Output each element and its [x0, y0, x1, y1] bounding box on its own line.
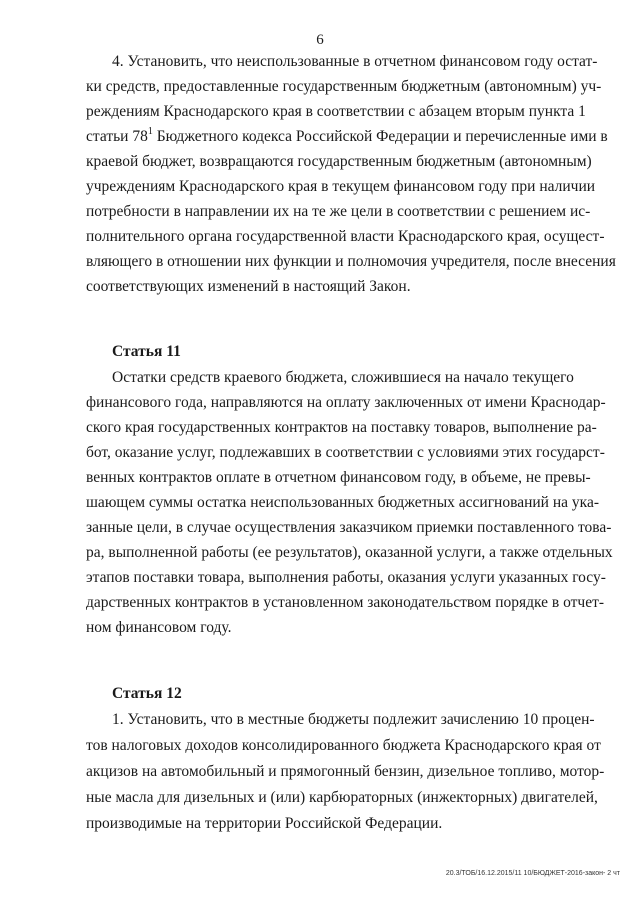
p4-line-4-start: статьи 78: [86, 128, 148, 145]
page-number: 6: [316, 32, 324, 48]
p4-line-6: учреждениям Краснодарского края в текущем финансовом году при наличии: [86, 178, 596, 195]
art12-line-4: ные масла для дизельных и (или) карбюраторных (инжекторных) двигателей,: [86, 789, 598, 806]
p4-line-8: полнительного органа государственной власти Краснодарского края, осущест-: [86, 228, 605, 245]
art11-line-3: ского края государственных контрактов на поставку товаров, выполнение ра-: [86, 419, 597, 436]
p4-line-4-rest: Бюджетного кодекса Российской Федерации и перечисленные ими в: [152, 128, 608, 145]
art11-line-10: дарственных контрактов в установленном законодательством порядке в отчет-: [86, 594, 605, 611]
art11-line-9: этапов поставки товара, выполнения работы, оказания услуги указанных госу-: [86, 569, 606, 586]
article-12-heading: Статья 12: [112, 685, 182, 702]
p4-line-9: вляющего в отношении них функции и полномочия учредителя, после внесения: [86, 253, 616, 270]
footnote-superscript: 1: [147, 125, 153, 137]
p4-line-4: [86, 125, 608, 147]
art11-line-6: шающем суммы остатка неиспользованных бюджетных ассигнований на ука-: [86, 494, 599, 511]
p4-line-1: 4. Установить, что неиспользованные в отчетном финансовом году остат-: [112, 53, 598, 70]
document-footer-code: 20.3/ТОБ/16.12.2015/11 10/БЮДЖЕТ-2016-закон- 2 чт: [445, 870, 620, 877]
p4-line-3: реждениям Краснодарского края в соответствии с абзацем вторым пункта 1: [86, 103, 586, 120]
p4-line-10: соответствующих изменений в настоящий Закон.: [86, 278, 411, 295]
art12-line-5: производимые на территории Российской Федерации.: [86, 815, 443, 832]
art11-line-7: занные цели, в случае осуществления заказчиком приемки поставленного това-: [86, 519, 612, 536]
art12-line-3: акцизов на автомобильный и прямогонный бензин, дизельное топливо, мотор-: [86, 763, 605, 780]
art11-line-2: финансового года, направляются на оплату заключенных от имени Краснодар-: [86, 394, 606, 411]
art11-line-8: ра, выполненной работы (ее результатов), оказанной услуги, а также отдельных: [86, 544, 613, 561]
art11-line-11: ном финансовом году.: [86, 619, 232, 636]
p4-line-2: ки средств, предоставленные государственным бюджетным (автономным) уч-: [86, 78, 602, 95]
art11-line-1: Остатки средств краевого бюджета, сложившиеся на начало текущего: [112, 369, 574, 386]
art12-line-1: 1. Установить, что в местные бюджеты подлежит зачислению 10 процен-: [112, 711, 595, 728]
art12-line-2: тов налоговых доходов консолидированного бюджета Краснодарского края от: [86, 737, 601, 754]
art11-line-4: бот, оказание услуг, подлежавших в соответствии с условиями этих государст-: [86, 444, 605, 461]
article-11-heading: Статья 11: [112, 343, 181, 360]
art11-line-5: венных контрактов оплате в отчетном финансовом году, в объеме, не превы-: [86, 469, 591, 486]
p4-line-7: потребности в направлении их на те же цели в соответствии с решением ис-: [86, 203, 591, 220]
p4-line-5: краевой бюджет, возвращаются государственным бюджетным (автономным): [86, 153, 592, 170]
